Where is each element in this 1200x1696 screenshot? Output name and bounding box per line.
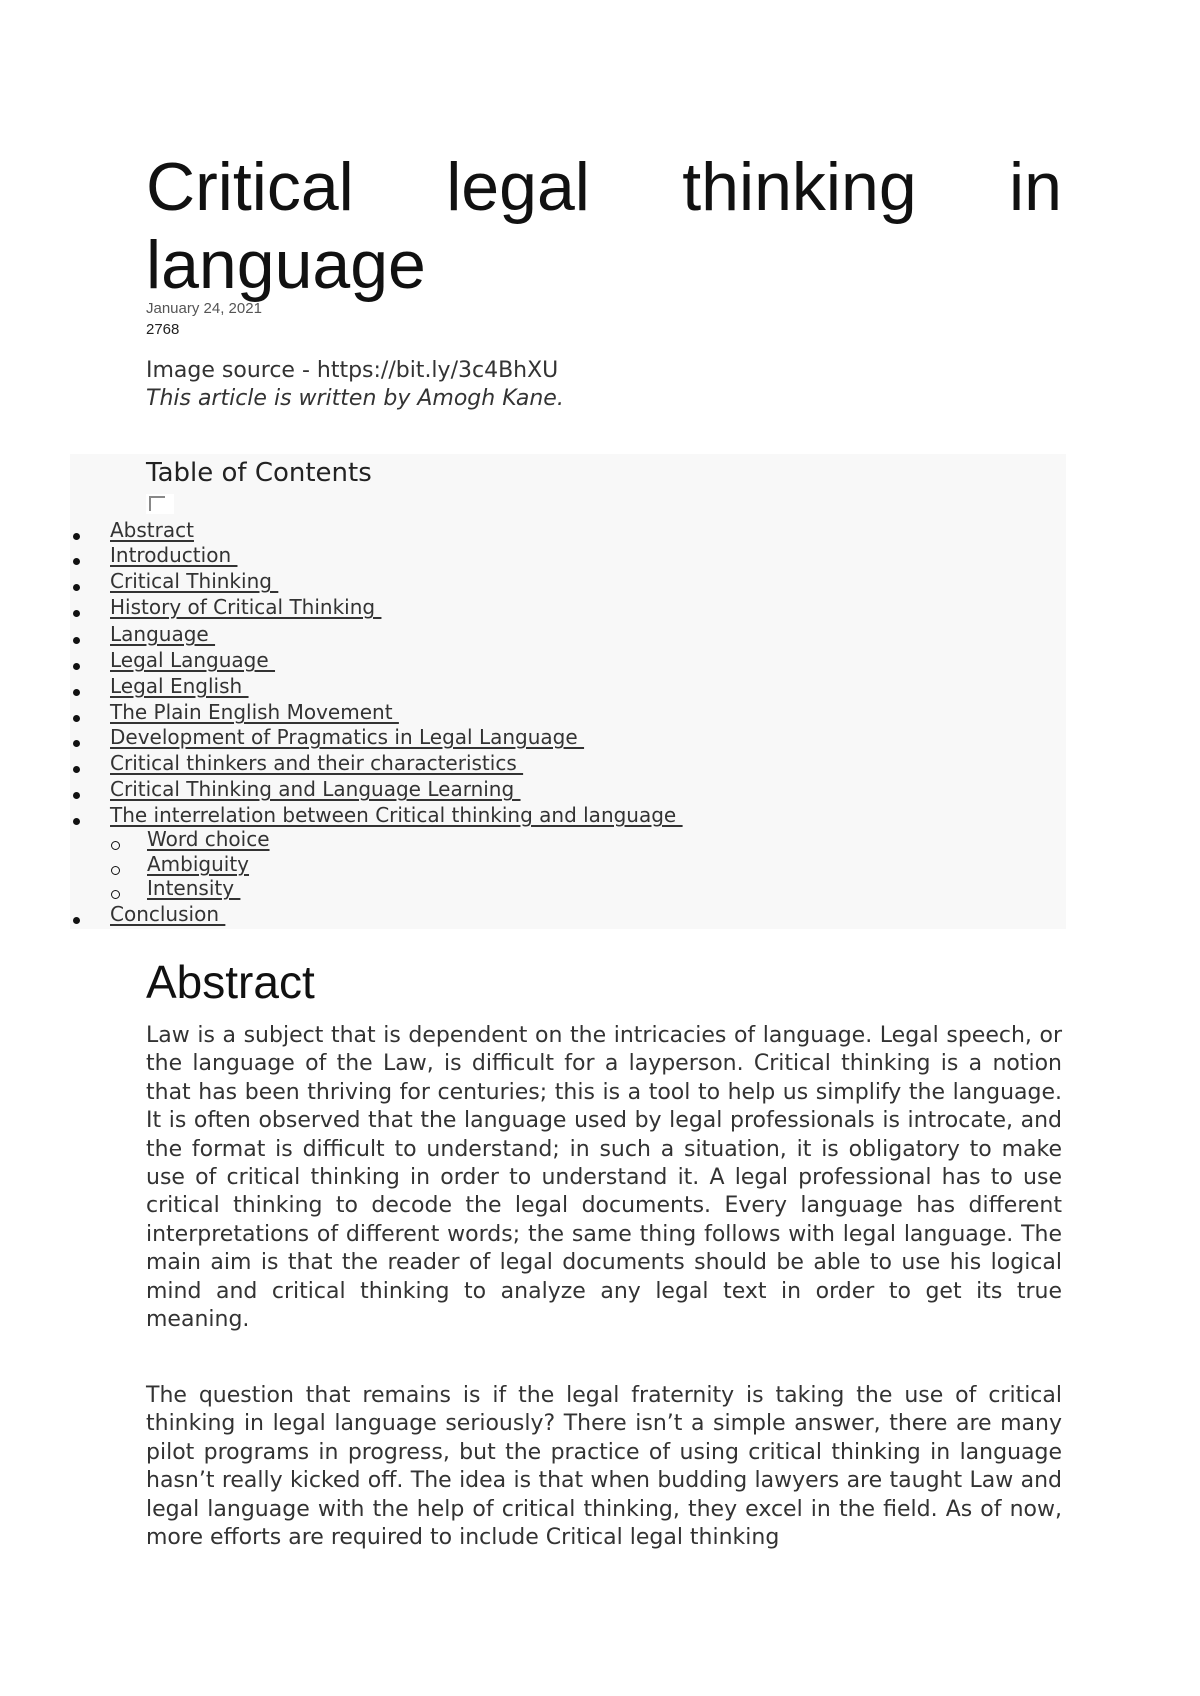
- toc-bullet: [73, 715, 80, 722]
- abstract-paragraph-2: The question that remains is if the legal fraternity is taking the use of critical thinking in legal language seriously? There isn’t a simple answer, there are many pilot programs in progress, but the practice of using critical thinking in language hasn’t really kicked off. The idea is that when budding lawyers are taught Law and legal language with the help of critical thinking, they excel in the field. As of now, more efforts are required to include Critical legal thinking: [146, 1383, 1062, 1551]
- article-date: January 24, 2021: [146, 300, 262, 317]
- toc-sub-link[interactable]: Word choice: [147, 827, 270, 851]
- toc-sub-bullet: [111, 866, 120, 875]
- toc-bullet: [73, 663, 80, 670]
- toc-link[interactable]: Critical Thinking: [110, 569, 279, 593]
- toc-title: Table of Contents: [146, 458, 372, 488]
- article-byline: This article is written by Amogh Kane.: [146, 386, 564, 411]
- toc-link-conclusion[interactable]: Conclusion: [110, 902, 226, 926]
- toc-bullet: [73, 740, 80, 747]
- article-title: Critical legal thinking in language: [146, 149, 1062, 303]
- toc-sub-bullet: [111, 841, 120, 850]
- toc-bullet: [73, 637, 80, 644]
- toc-link[interactable]: Development of Pragmatics in Legal Language: [110, 725, 585, 749]
- toc-bullet: [73, 584, 80, 591]
- toc-link[interactable]: Critical thinkers and their characteristics: [110, 751, 524, 775]
- toc-bullet: [73, 792, 80, 799]
- toc-link[interactable]: Abstract: [110, 518, 194, 542]
- section-heading-abstract: Abstract: [146, 956, 315, 1008]
- toc-link[interactable]: History of Critical Thinking: [110, 595, 382, 619]
- toc-link[interactable]: The interrelation between Critical thinking and language: [110, 803, 683, 827]
- toc-bullet: [73, 558, 80, 565]
- toc-link[interactable]: Language: [110, 622, 216, 646]
- toc-sub-bullet: [111, 890, 120, 899]
- toc-bullet: [73, 610, 80, 617]
- toc-bullet: [73, 533, 80, 540]
- toc-link[interactable]: Critical Thinking and Language Learning: [110, 777, 521, 801]
- abstract-paragraph-1: Law is a subject that is dependent on the intricacies of language. Legal speech, or the language of the Law, is difficult for a layperson. Critical thinking is a notion that has been thriving for centuries; this is a tool to help us simplify the language. It is often observed that the language used by legal professionals is introcate, and the format is difficult to understand; in such a situation, it is obligatory to make use of critical thinking in order to understand it. A legal professional has to use critical thinking to decode the legal documents. Every language has different interpretations of different words; the same thing follows with legal language. The main aim is that the reader of legal documents should be able to use his logical mind and critical thinking to analyze any legal text in order to get its true meaning.: [146, 1023, 1062, 1333]
- view-count: 2768: [146, 321, 180, 338]
- toc-bullet: [73, 689, 80, 696]
- toc-toggle-icon[interactable]: [149, 496, 165, 511]
- toc-link[interactable]: Legal English: [110, 674, 249, 698]
- toc-link[interactable]: Legal Language: [110, 648, 276, 672]
- toc-bullet: [73, 766, 80, 773]
- toc-sub-link[interactable]: Intensity: [147, 876, 241, 900]
- toc-link[interactable]: The Plain English Movement: [110, 700, 399, 724]
- toc-bullet: [73, 917, 80, 924]
- toc-link[interactable]: Introduction: [110, 543, 238, 567]
- image-source-caption: Image source - https://bit.ly/3c4BhXU: [146, 358, 559, 383]
- toc-bullet: [73, 818, 80, 825]
- toc-sub-link[interactable]: Ambiguity: [147, 852, 250, 876]
